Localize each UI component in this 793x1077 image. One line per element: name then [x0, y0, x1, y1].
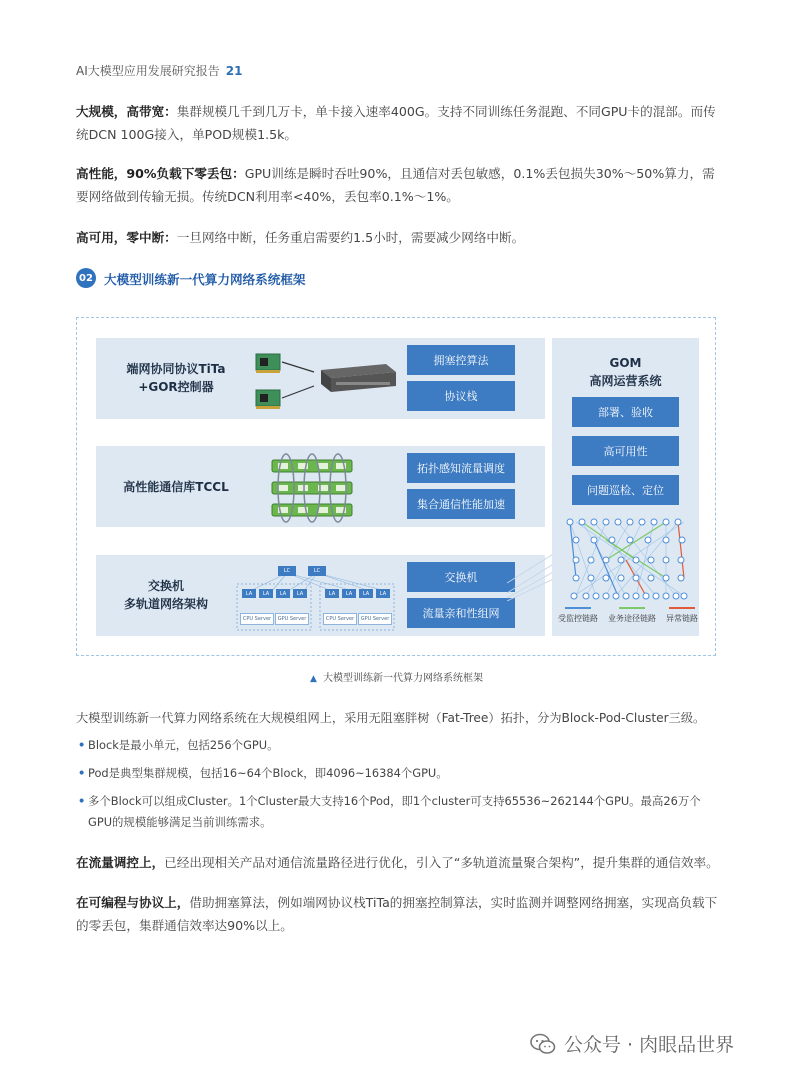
multi-rail-topology — [236, 559, 396, 633]
paragraph-traffic-control — [76, 851, 720, 874]
bullet-item — [78, 735, 720, 756]
wechat-watermark — [530, 1030, 734, 1057]
legend-monitored — [558, 607, 598, 631]
cpu-server: CPU Server — [323, 613, 357, 625]
paragraph-programmable — [76, 891, 720, 937]
report-title: AI大模型应用发展研究报告 — [76, 64, 220, 78]
gpu-ring-illustration — [264, 452, 364, 524]
legend-swatch — [669, 607, 695, 609]
paragraph-availability-text: 一旦网络中断，任务重启需要约1.5小时，需要减少网络中断。 — [176, 230, 525, 245]
caption-text: 大模型训练新一代算力网络系统框架 — [322, 673, 483, 684]
bullet-text: 多个Block可以组成Cluster。1个Cluster最大支持16个Pod，即1个cluster可支持65536~262144个GPU。最高26万个GPU的规模能够满足当前训练需求。 — [88, 794, 701, 829]
paragraph-scale-text: 集群规模几千到几万卡，单卡接入速率400G。支持不同训练任务混跑、不同GPU卡的混部。而传统DCN 100G接入，单POD规模1.5k。 — [76, 104, 716, 142]
high-availability-button: 高可用性 — [572, 436, 679, 466]
legend-label: 业务途径链路 — [608, 614, 656, 623]
bullet-item — [78, 791, 720, 833]
legend-swatch — [565, 607, 591, 609]
la-switch: LA — [293, 589, 307, 598]
legend-business — [608, 607, 656, 631]
paragraph-performance — [76, 162, 720, 208]
legend-swatch — [619, 607, 645, 609]
gom-title-line2: 高网运营系统 — [589, 374, 662, 388]
gom-panel — [552, 338, 699, 636]
paragraph-performance-lead: 高性能，90%负载下零丢包： — [76, 166, 245, 181]
wechat-icon — [530, 1033, 556, 1055]
legend-label: 异常链路 — [666, 614, 698, 623]
paragraph-performance-text: GPU训练是瞬时吞吐90%，且通信对丢包敏感，0.1%丢包损失30%～50%算力，需要网络做到传输无损。传统DCN利用率<40%，丢包率0.1%～1%。 — [76, 166, 715, 204]
protocol-stack-button: 协议栈 — [407, 381, 515, 411]
la-switch: LA — [276, 589, 290, 598]
bullet-dot-icon: • — [78, 766, 86, 780]
fat-tree-topology — [566, 516, 688, 602]
bullet-item — [78, 763, 720, 784]
server-chassis-icon — [321, 364, 396, 392]
gom-title-line1: GOM — [609, 356, 642, 370]
switch-label — [96, 577, 236, 613]
lc-switch: LC — [278, 566, 296, 576]
tita-panel — [96, 338, 545, 419]
inspection-locate-button: 问题巡检、定位 — [572, 475, 679, 505]
paragraph-fat-tree: 大模型训练新一代算力网络系统在大规模组网上，采用无阻塞胖树（Fat-Tree）拓扑，分为Block-Pod-Cluster三级。 — [76, 711, 706, 725]
link-legend — [558, 607, 698, 631]
paragraph-traffic-text: 已经出现相关产品对通信流量路径进行优化，引入了“多轨道流量聚合架构”，提升集群的通信效率。 — [164, 855, 719, 870]
legend-label: 受监控链路 — [558, 614, 598, 623]
tita-label-line2: +GOR控制器 — [138, 380, 214, 394]
tccl-label: 高性能通信库TCCL — [123, 480, 229, 494]
paragraph-scale — [76, 100, 720, 146]
switch-button: 交换机 — [407, 562, 515, 592]
tccl-panel — [96, 446, 545, 527]
paragraph-scale-lead: 大规模，高带宽： — [76, 104, 177, 119]
bullet-dot-icon: • — [78, 738, 86, 752]
gom-title — [552, 354, 699, 390]
tita-label-line1: 端网协同协议TiTa — [126, 362, 226, 376]
bullet-text: Pod是典型集群规模，包括16~64个Block，即4096~16384个GPU。 — [88, 766, 448, 780]
nic-server-illustration — [246, 342, 416, 416]
paragraph-traffic-lead: 在流量调控上， — [76, 855, 165, 870]
cpu-server: CPU Server — [240, 613, 274, 625]
tita-label — [106, 360, 246, 396]
la-switch: LA — [359, 589, 373, 598]
framework-diagram — [76, 317, 716, 656]
la-switch: LA — [376, 589, 390, 598]
la-switch: LA — [259, 589, 273, 598]
topology-scheduling-button: 拓扑感知流量调度 — [407, 453, 515, 483]
section-heading — [76, 267, 306, 289]
paragraph-availability-lead: 高可用，零中断： — [76, 230, 177, 245]
switch-panel — [96, 555, 545, 636]
gpu-server: GPU Server — [358, 613, 392, 625]
section-title: 大模型训练新一代算力网络系统框架 — [104, 271, 306, 287]
paragraph-availability — [76, 226, 720, 249]
congestion-algorithm-button: 拥塞控算法 — [407, 345, 515, 375]
legend-abnormal — [666, 607, 698, 631]
section-number-badge: 02 — [76, 268, 96, 288]
page-header — [76, 62, 242, 79]
paragraph-programmable-lead: 在可编程与协议上， — [76, 895, 190, 910]
watermark-text: 公众号 · 肉眼品世界 — [564, 1034, 735, 1056]
page-number: 21 — [225, 64, 243, 78]
gpu-server: GPU Server — [275, 613, 309, 625]
lc-switch: LC — [308, 566, 326, 576]
switch-label-line2: 多轨道网络架构 — [123, 597, 208, 611]
affinity-networking-button: 流量亲和性组网 — [407, 598, 515, 628]
paragraph-programmable-text: 借助拥塞算法，例如端网协议栈TiTa的拥塞控制算法，实时监测并调整网络拥塞，实现高负载下的零丢包，集群通信效率达90%以上。 — [76, 895, 718, 933]
triangle-icon: ▲ — [310, 674, 317, 684]
la-switch: LA — [242, 589, 256, 598]
la-switch: LA — [325, 589, 339, 598]
la-switch: LA — [342, 589, 356, 598]
bullet-dot-icon: • — [78, 794, 86, 808]
switch-label-line1: 交换机 — [147, 579, 184, 593]
deploy-accept-button: 部署、验收 — [572, 397, 679, 427]
nic-card-icon — [256, 390, 280, 409]
bullet-text: Block是最小单元，包括256个GPU。 — [88, 738, 279, 752]
nic-card-icon — [256, 354, 280, 373]
figure-caption — [0, 669, 793, 684]
collective-acceleration-button: 集合通信性能加速 — [407, 489, 515, 519]
